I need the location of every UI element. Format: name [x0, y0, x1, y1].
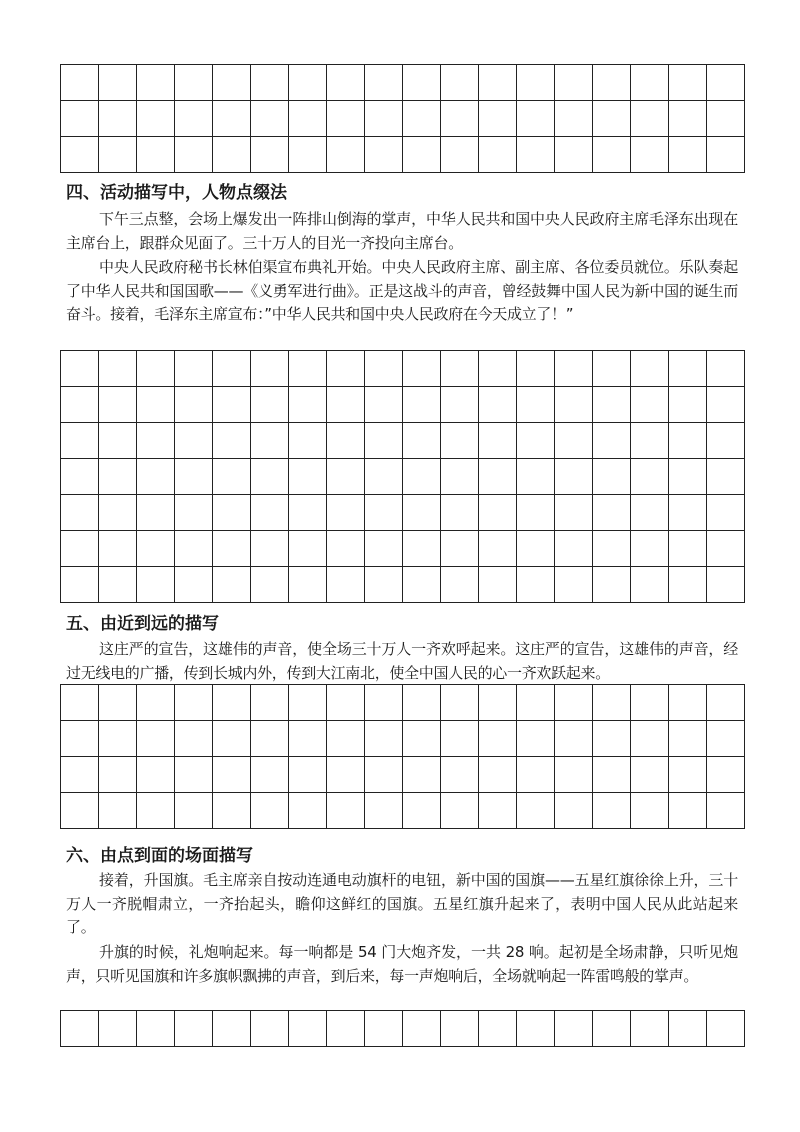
grid-cell[interactable]: [593, 757, 631, 793]
grid-cell[interactable]: [175, 531, 213, 567]
grid-cell[interactable]: [365, 495, 403, 531]
section-6-heading: 六、由点到面的场面描写: [66, 846, 253, 866]
grid-cell[interactable]: [403, 685, 441, 721]
grid-cell[interactable]: [403, 65, 441, 101]
grid-cell[interactable]: [517, 101, 555, 137]
grid-cell[interactable]: [479, 567, 517, 603]
grid-cell[interactable]: [327, 387, 365, 423]
grid-cell[interactable]: [555, 351, 593, 387]
grid-cell[interactable]: [327, 101, 365, 137]
grid-cell[interactable]: [61, 721, 99, 757]
grid-cell[interactable]: [99, 101, 137, 137]
grid-cell[interactable]: [175, 757, 213, 793]
grid-cell[interactable]: [479, 423, 517, 459]
grid-cell[interactable]: [251, 459, 289, 495]
grid-cell[interactable]: [61, 101, 99, 137]
grid-cell[interactable]: [175, 495, 213, 531]
grid-cell[interactable]: [175, 351, 213, 387]
grid-cell[interactable]: [555, 685, 593, 721]
grid-cell[interactable]: [137, 137, 175, 173]
grid-cell[interactable]: [707, 351, 745, 387]
grid-cell[interactable]: [479, 351, 517, 387]
grid-cell[interactable]: [213, 567, 251, 603]
grid-cell[interactable]: [99, 1011, 137, 1047]
grid-cell[interactable]: [555, 721, 593, 757]
grid-cell[interactable]: [365, 793, 403, 829]
grid-row: [61, 137, 745, 173]
grid-cell[interactable]: [441, 1011, 479, 1047]
grid-cell[interactable]: [555, 793, 593, 829]
section-4-paragraph-1: 下午三点整，会场上爆发出一阵排山倒海的掌声，中华人民共和国中央人民政府主席毛泽东出现在主席台上，跟群众见面了。三十万人的目光一齐投向主席台。: [66, 210, 738, 252]
grid-cell[interactable]: [61, 1011, 99, 1047]
grid-cell[interactable]: [175, 459, 213, 495]
grid-cell[interactable]: [669, 423, 707, 459]
grid-cell[interactable]: [479, 65, 517, 101]
grid-cell[interactable]: [99, 495, 137, 531]
grid-cell[interactable]: [289, 137, 327, 173]
grid-cell[interactable]: [137, 721, 175, 757]
grid-cell[interactable]: [669, 793, 707, 829]
grid-cell[interactable]: [479, 1011, 517, 1047]
grid-cell[interactable]: [137, 459, 175, 495]
grid-cell[interactable]: [137, 567, 175, 603]
grid-cell[interactable]: [251, 495, 289, 531]
grid-cell[interactable]: [289, 101, 327, 137]
grid-cell[interactable]: [593, 137, 631, 173]
grid-cell[interactable]: [327, 495, 365, 531]
grid-cell[interactable]: [479, 387, 517, 423]
grid-row: [61, 101, 745, 137]
grid-cell[interactable]: [631, 531, 669, 567]
grid-row: [61, 793, 745, 829]
grid-cell[interactable]: [517, 531, 555, 567]
grid-cell[interactable]: [707, 567, 745, 603]
grid-cell[interactable]: [479, 495, 517, 531]
grid-cell[interactable]: [631, 567, 669, 603]
grid-cell[interactable]: [289, 495, 327, 531]
grid-cell[interactable]: [669, 387, 707, 423]
grid-cell[interactable]: [289, 423, 327, 459]
grid-cell[interactable]: [669, 101, 707, 137]
grid-cell[interactable]: [289, 757, 327, 793]
grid-cell[interactable]: [213, 387, 251, 423]
grid-cell[interactable]: [555, 567, 593, 603]
grid-cell[interactable]: [593, 423, 631, 459]
grid-cell[interactable]: [289, 387, 327, 423]
grid-cell[interactable]: [365, 721, 403, 757]
grid-cell[interactable]: [327, 1011, 365, 1047]
grid-cell[interactable]: [137, 685, 175, 721]
grid-cell[interactable]: [517, 721, 555, 757]
grid-cell[interactable]: [251, 1011, 289, 1047]
grid-cell[interactable]: [631, 721, 669, 757]
grid-cell[interactable]: [441, 101, 479, 137]
grid-cell[interactable]: [479, 793, 517, 829]
grid-cell[interactable]: [175, 101, 213, 137]
grid-cell[interactable]: [403, 387, 441, 423]
grid-cell[interactable]: [137, 1011, 175, 1047]
grid-cell[interactable]: [441, 685, 479, 721]
grid-cell[interactable]: [669, 567, 707, 603]
grid-cell[interactable]: [137, 793, 175, 829]
grid-cell[interactable]: [707, 459, 745, 495]
grid-cell[interactable]: [365, 531, 403, 567]
grid-cell[interactable]: [631, 351, 669, 387]
grid-cell[interactable]: [327, 423, 365, 459]
grid-cell[interactable]: [479, 531, 517, 567]
grid-cell[interactable]: [555, 495, 593, 531]
grid-cell[interactable]: [61, 65, 99, 101]
grid-cell[interactable]: [517, 65, 555, 101]
grid-cell[interactable]: [631, 65, 669, 101]
grid-cell[interactable]: [251, 423, 289, 459]
grid-cell[interactable]: [137, 65, 175, 101]
grid-cell[interactable]: [593, 567, 631, 603]
grid-cell[interactable]: [213, 459, 251, 495]
grid-cell[interactable]: [251, 757, 289, 793]
grid-cell[interactable]: [669, 531, 707, 567]
grid-cell[interactable]: [327, 137, 365, 173]
grid-cell[interactable]: [61, 531, 99, 567]
grid-cell[interactable]: [99, 423, 137, 459]
grid-cell[interactable]: [669, 65, 707, 101]
grid-row: [61, 495, 745, 531]
grid-cell[interactable]: [669, 1011, 707, 1047]
grid-cell[interactable]: [631, 685, 669, 721]
grid-cell[interactable]: [517, 793, 555, 829]
grid-cell[interactable]: [289, 567, 327, 603]
grid-cell[interactable]: [517, 137, 555, 173]
grid-cell[interactable]: [251, 531, 289, 567]
grid-cell[interactable]: [99, 459, 137, 495]
grid-cell[interactable]: [555, 423, 593, 459]
grid-cell[interactable]: [593, 387, 631, 423]
grid-cell[interactable]: [441, 459, 479, 495]
grid-cell[interactable]: [365, 459, 403, 495]
grid-cell[interactable]: [517, 495, 555, 531]
grid-cell[interactable]: [61, 423, 99, 459]
grid-cell[interactable]: [61, 459, 99, 495]
grid-row: [61, 757, 745, 793]
grid-cell[interactable]: [327, 531, 365, 567]
grid-cell[interactable]: [631, 793, 669, 829]
grid-cell[interactable]: [593, 531, 631, 567]
grid-cell[interactable]: [327, 721, 365, 757]
grid-row: [61, 351, 745, 387]
grid-cell[interactable]: [327, 757, 365, 793]
grid-cell[interactable]: [555, 387, 593, 423]
grid-cell[interactable]: [517, 1011, 555, 1047]
grid-cell[interactable]: [213, 65, 251, 101]
writing-grid-2[interactable]: [60, 350, 745, 603]
grid-cell[interactable]: [213, 793, 251, 829]
grid-cell[interactable]: [99, 567, 137, 603]
section-6-paragraph-2: 升旗的时候，礼炮响起来。每一响都是 54 门大炮齐发，一共 28 响。起初是全场肃静，只听见炮声，只听见国旗和许多旗帜飘拂的声音，到后来，每一声炮响后，全场就响起一阵雷鸣般的掌声。: [66, 943, 738, 985]
grid-cell[interactable]: [631, 423, 669, 459]
grid-cell[interactable]: [669, 685, 707, 721]
grid-cell[interactable]: [289, 459, 327, 495]
grid-cell[interactable]: [593, 1011, 631, 1047]
grid-row: [61, 531, 745, 567]
grid-cell[interactable]: [99, 685, 137, 721]
grid-cell[interactable]: [175, 137, 213, 173]
grid-cell[interactable]: [289, 685, 327, 721]
grid-cell[interactable]: [555, 101, 593, 137]
grid-cell[interactable]: [61, 387, 99, 423]
grid-cell[interactable]: [251, 567, 289, 603]
grid-cell[interactable]: [365, 101, 403, 137]
grid-cell[interactable]: [175, 1011, 213, 1047]
grid-cell[interactable]: [327, 65, 365, 101]
grid-cell[interactable]: [593, 685, 631, 721]
grid-cell[interactable]: [365, 351, 403, 387]
grid-cell[interactable]: [251, 65, 289, 101]
grid-cell[interactable]: [669, 495, 707, 531]
writing-grid-4[interactable]: [60, 1010, 745, 1047]
grid-cell[interactable]: [99, 137, 137, 173]
grid-cell[interactable]: [707, 65, 745, 101]
grid-cell[interactable]: [403, 459, 441, 495]
grid-cell[interactable]: [403, 793, 441, 829]
grid-cell[interactable]: [631, 387, 669, 423]
grid-cell[interactable]: [707, 721, 745, 757]
grid-cell[interactable]: [707, 495, 745, 531]
grid-cell[interactable]: [441, 567, 479, 603]
grid-cell[interactable]: [707, 757, 745, 793]
grid-cell[interactable]: [555, 1011, 593, 1047]
grid-cell[interactable]: [213, 137, 251, 173]
writing-grid-1[interactable]: [60, 64, 745, 173]
grid-cell[interactable]: [517, 459, 555, 495]
grid-cell[interactable]: [669, 137, 707, 173]
section-5-heading: 五、由近到远的描写: [66, 614, 219, 634]
grid-cell[interactable]: [555, 65, 593, 101]
grid-cell[interactable]: [669, 459, 707, 495]
grid-cell[interactable]: [593, 101, 631, 137]
grid-cell[interactable]: [213, 351, 251, 387]
grid-cell[interactable]: [517, 351, 555, 387]
grid-cell[interactable]: [213, 721, 251, 757]
grid-row: [61, 459, 745, 495]
grid-cell[interactable]: [517, 757, 555, 793]
grid-cell[interactable]: [99, 387, 137, 423]
grid-cell[interactable]: [137, 387, 175, 423]
grid-row: [61, 685, 745, 721]
grid-cell[interactable]: [403, 351, 441, 387]
grid-cell[interactable]: [593, 495, 631, 531]
grid-cell[interactable]: [441, 387, 479, 423]
grid-cell[interactable]: [517, 387, 555, 423]
grid-cell[interactable]: [327, 459, 365, 495]
grid-cell[interactable]: [327, 351, 365, 387]
grid-cell[interactable]: [251, 387, 289, 423]
grid-cell[interactable]: [175, 685, 213, 721]
grid-cell[interactable]: [403, 423, 441, 459]
grid-cell[interactable]: [61, 757, 99, 793]
grid-cell[interactable]: [99, 351, 137, 387]
grid-cell[interactable]: [631, 757, 669, 793]
grid-cell[interactable]: [99, 721, 137, 757]
grid-cell[interactable]: [251, 351, 289, 387]
grid-cell[interactable]: [441, 351, 479, 387]
grid-cell[interactable]: [555, 137, 593, 173]
grid-cell[interactable]: [707, 423, 745, 459]
grid-cell[interactable]: [61, 793, 99, 829]
grid-cell[interactable]: [289, 1011, 327, 1047]
grid-cell[interactable]: [137, 423, 175, 459]
grid-cell[interactable]: [631, 1011, 669, 1047]
grid-cell[interactable]: [175, 65, 213, 101]
grid-cell[interactable]: [707, 1011, 745, 1047]
grid-cell[interactable]: [137, 495, 175, 531]
grid-cell[interactable]: [479, 757, 517, 793]
grid-cell[interactable]: [479, 459, 517, 495]
grid-cell[interactable]: [441, 137, 479, 173]
grid-cell[interactable]: [593, 459, 631, 495]
section-4-heading: 四、活动描写中，人物点缀法: [66, 183, 287, 203]
grid-cell[interactable]: [631, 101, 669, 137]
grid-cell[interactable]: [99, 757, 137, 793]
grid-cell[interactable]: [289, 351, 327, 387]
grid-cell[interactable]: [441, 721, 479, 757]
grid-cell[interactable]: [403, 1011, 441, 1047]
grid-cell[interactable]: [441, 495, 479, 531]
grid-row: [61, 721, 745, 757]
grid-cell[interactable]: [593, 721, 631, 757]
grid-cell[interactable]: [365, 387, 403, 423]
grid-cell[interactable]: [61, 351, 99, 387]
grid-cell[interactable]: [365, 1011, 403, 1047]
grid-cell[interactable]: [213, 757, 251, 793]
grid-cell[interactable]: [365, 685, 403, 721]
grid-cell[interactable]: [175, 721, 213, 757]
grid-cell[interactable]: [517, 567, 555, 603]
grid-cell[interactable]: [99, 793, 137, 829]
grid-cell[interactable]: [593, 351, 631, 387]
grid-cell[interactable]: [441, 423, 479, 459]
grid-cell[interactable]: [365, 757, 403, 793]
grid-cell[interactable]: [99, 65, 137, 101]
grid-cell[interactable]: [479, 685, 517, 721]
section-4-paragraph-2: 中央人民政府秘书长林伯渠宣布典礼开始。中央人民政府主席、副主席、各位委员就位。乐队奏起了中华人民共和国国歌——《义勇军进行曲》。正是这战斗的声音，曾经鼓舞中国人民为新中国的诞生而奋斗。接着，毛泽东主席宣布：”中华人民共和国中央人民政府在今天成立了！”: [66, 258, 738, 323]
grid-cell[interactable]: [403, 567, 441, 603]
grid-cell[interactable]: [175, 423, 213, 459]
grid-cell[interactable]: [137, 101, 175, 137]
grid-cell[interactable]: [327, 793, 365, 829]
grid-cell[interactable]: [365, 137, 403, 173]
grid-cell[interactable]: [631, 459, 669, 495]
grid-cell[interactable]: [251, 101, 289, 137]
grid-cell[interactable]: [213, 423, 251, 459]
grid-cell[interactable]: [365, 567, 403, 603]
grid-cell[interactable]: [213, 531, 251, 567]
grid-cell[interactable]: [441, 531, 479, 567]
grid-cell[interactable]: [61, 495, 99, 531]
grid-cell[interactable]: [441, 65, 479, 101]
grid-cell[interactable]: [403, 531, 441, 567]
grid-cell[interactable]: [631, 495, 669, 531]
section-6-paragraph-1: 接着，升国旗。毛主席亲自按动连通电动旗杆的电钮，新中国的国旗——五星红旗徐徐上升，三十万人一齐脱帽肃立，一齐抬起头，瞻仰这鲜红的国旗。五星红旗升起来了，表明中国人民从此站起来了。: [66, 871, 738, 936]
grid-cell[interactable]: [403, 137, 441, 173]
grid-cell[interactable]: [365, 423, 403, 459]
grid-row: [61, 1011, 745, 1047]
grid-cell[interactable]: [213, 101, 251, 137]
grid-cell[interactable]: [669, 757, 707, 793]
grid-cell[interactable]: [555, 531, 593, 567]
grid-cell[interactable]: [707, 531, 745, 567]
grid-cell[interactable]: [593, 793, 631, 829]
grid-cell[interactable]: [289, 793, 327, 829]
grid-row: [61, 567, 745, 603]
grid-cell[interactable]: [707, 387, 745, 423]
grid-cell[interactable]: [669, 351, 707, 387]
grid-cell[interactable]: [631, 137, 669, 173]
grid-cell[interactable]: [403, 495, 441, 531]
grid-cell[interactable]: [479, 137, 517, 173]
grid-row: [61, 387, 745, 423]
grid-cell[interactable]: [175, 567, 213, 603]
grid-cell[interactable]: [61, 137, 99, 173]
grid-cell[interactable]: [517, 685, 555, 721]
grid-cell[interactable]: [593, 65, 631, 101]
grid-cell[interactable]: [365, 65, 403, 101]
grid-cell[interactable]: [517, 423, 555, 459]
grid-cell[interactable]: [289, 721, 327, 757]
grid-cell[interactable]: [707, 685, 745, 721]
section-5-paragraph-1: 这庄严的宣告，这雄伟的声音，使全场三十万人一齐欢呼起来。这庄严的宣告，这雄伟的声音，经过无线电的广播，传到长城内外，传到大江南北，使全中国人民的心一齐欢跃起来。: [66, 640, 738, 682]
grid-cell[interactable]: [403, 101, 441, 137]
grid-cell[interactable]: [137, 531, 175, 567]
grid-cell[interactable]: [555, 459, 593, 495]
grid-cell[interactable]: [707, 101, 745, 137]
grid-cell[interactable]: [175, 387, 213, 423]
grid-cell[interactable]: [137, 351, 175, 387]
grid-cell[interactable]: [441, 757, 479, 793]
grid-cell[interactable]: [669, 721, 707, 757]
grid-cell[interactable]: [251, 137, 289, 173]
grid-cell[interactable]: [213, 495, 251, 531]
grid-cell[interactable]: [707, 793, 745, 829]
writing-grid-3[interactable]: [60, 684, 745, 829]
grid-cell[interactable]: [251, 721, 289, 757]
grid-cell[interactable]: [479, 101, 517, 137]
grid-row: [61, 423, 745, 459]
grid-cell[interactable]: [213, 1011, 251, 1047]
grid-cell[interactable]: [61, 567, 99, 603]
grid-cell[interactable]: [175, 793, 213, 829]
grid-cell[interactable]: [403, 757, 441, 793]
grid-cell[interactable]: [213, 685, 251, 721]
grid-cell[interactable]: [289, 531, 327, 567]
grid-cell[interactable]: [555, 757, 593, 793]
grid-cell[interactable]: [403, 721, 441, 757]
grid-cell[interactable]: [707, 137, 745, 173]
grid-cell[interactable]: [479, 721, 517, 757]
grid-cell[interactable]: [99, 531, 137, 567]
grid-cell[interactable]: [61, 685, 99, 721]
grid-cell[interactable]: [441, 793, 479, 829]
grid-cell[interactable]: [289, 65, 327, 101]
grid-cell[interactable]: [327, 567, 365, 603]
grid-cell[interactable]: [137, 757, 175, 793]
grid-cell[interactable]: [251, 685, 289, 721]
grid-row: [61, 65, 745, 101]
grid-cell[interactable]: [327, 685, 365, 721]
grid-cell[interactable]: [251, 793, 289, 829]
